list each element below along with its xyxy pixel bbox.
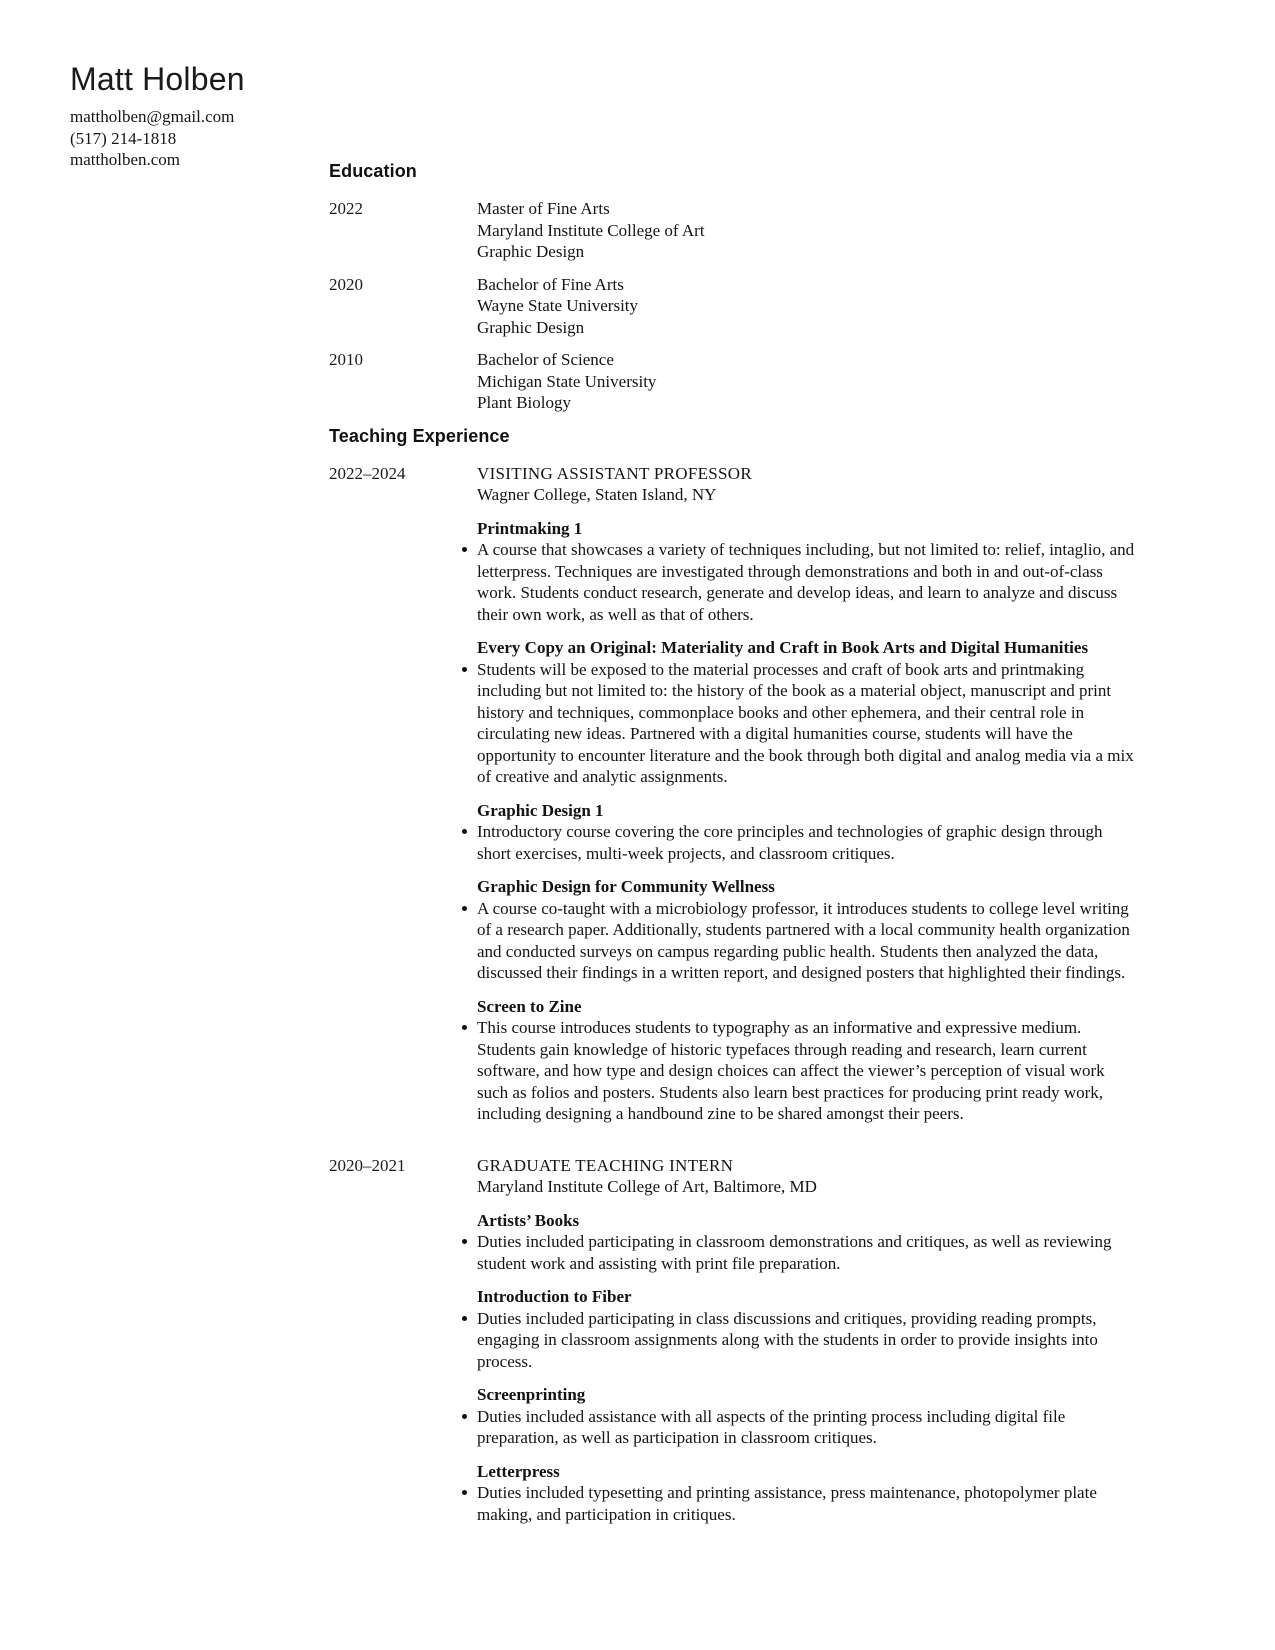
course-bullet: Students will be exposed to the material processes and craft of book arts and printmaking including but not limited to: the history of the book as a material object, manuscript and print history and techniques, commonplace books and other ephemera, and their central role in circulating new ideas. Partnered with a digital humanities course, students will have the opportunity to encounter literature and the book through both digital and analog media via a mix of creative and analytic assignments. [477, 659, 1137, 788]
course-bullet: Duties included participating in classroom demonstrations and critiques, as well as reviewing student work and assisting with print file preparation. [477, 1231, 1137, 1274]
experience-entry [329, 463, 1139, 1125]
course-title: Artists’ Books [477, 1210, 580, 1230]
person-name: Matt Holben [70, 61, 245, 97]
contact-email: mattholben@gmail.com [70, 107, 235, 126]
resume-header [70, 62, 245, 171]
degree-name: Bachelor of Fine Arts [477, 274, 624, 294]
education-entry [329, 349, 1139, 414]
course-bullet: Duties included typesetting and printing assistance, press maintenance, photopolymer plate making, and participation in critiques. [477, 1482, 1137, 1525]
course-block [477, 996, 1137, 1125]
experience-entry [329, 1155, 1139, 1526]
section-education [329, 160, 1139, 414]
course-block [477, 876, 1137, 984]
course-title: Graphic Design 1 [477, 800, 604, 820]
course-title: Graphic Design for Community Wellness [477, 877, 775, 896]
course-bullet-list [477, 1308, 1137, 1373]
course-block [477, 1384, 1137, 1449]
contact-block [70, 106, 245, 171]
education-section-title: Education [329, 161, 417, 181]
education-year: 2020 [329, 274, 363, 294]
course-block [477, 1286, 1137, 1372]
course-bullet: A course that showcases a variety of techniques including, but not limited to: relief, intaglio, and letterpress. Techniques are investigated through demonstrations and both in and out-of-class work. Students conduct research, generate and develop ideas, and learn to analyze and discuss their own work, as well as that of others. [477, 539, 1137, 625]
course-bullet: Duties included participating in class discussions and critiques, providing reading prompts, engaging in classroom assignments along with the students in order to provide insights into process. [477, 1308, 1137, 1373]
course-block [477, 1461, 1137, 1526]
experience-years: 2020–2021 [329, 1155, 406, 1175]
course-block [477, 518, 1137, 626]
organization: Maryland Institute College of Art, Baltimore, MD [477, 1177, 817, 1196]
education-year: 2022 [329, 199, 363, 218]
course-bullet: Introductory course covering the core principles and technologies of graphic design through short exercises, multi-week projects, and classroom critiques. [477, 821, 1137, 864]
education-entry [329, 274, 1139, 339]
course-bullet-list [477, 821, 1137, 864]
course-bullet-list [477, 539, 1137, 625]
education-year: 2010 [329, 350, 363, 369]
degree-name: Master of Fine Arts [477, 199, 610, 218]
contact-website: mattholben.com [70, 150, 181, 169]
course-title: Letterpress [477, 1461, 560, 1481]
course-block [477, 637, 1137, 788]
course-block [477, 1210, 1137, 1275]
resume-body [329, 160, 1139, 1555]
course-bullet-list [477, 1017, 1137, 1125]
field-of-study: Plant Biology [477, 393, 571, 412]
contact-phone: (517) 214-1818 [70, 128, 177, 148]
education-details [477, 198, 1137, 263]
course-bullet: A course co-taught with a microbiology professor, it introduces students to college level writing of a research paper. Additionally, students partnered with a local community health organization and conducted surveys on campus regarding public health. Students then analyzed the data, discussed their findings in a written report, and designed posters that highlighted their findings. [477, 898, 1137, 984]
experience-details [477, 463, 1137, 1125]
organization: Wagner College, Staten Island, NY [477, 485, 717, 504]
experience-years: 2022–2024 [329, 463, 406, 483]
course-title: Every Copy an Original: Materiality and Craft in Book Arts and Digital Humanities [477, 638, 1089, 657]
course-bullet-list [477, 1231, 1137, 1274]
field-of-study: Graphic Design [477, 242, 585, 261]
school-name: Maryland Institute College of Art [477, 220, 705, 240]
job-title: VISITING ASSISTANT PROFESSOR [477, 463, 753, 483]
course-bullet-list [477, 898, 1137, 984]
education-details [477, 349, 1137, 414]
course-title: Printmaking 1 [477, 518, 583, 538]
course-bullet: Duties included assistance with all aspects of the printing process including digital file preparation, as well as participation in classroom critiques. [477, 1406, 1137, 1449]
job-title: GRADUATE TEACHING INTERN [477, 1155, 734, 1175]
course-title: Introduction to Fiber [477, 1287, 632, 1306]
course-title: Screen to Zine [477, 996, 582, 1016]
course-bullet-list [477, 659, 1137, 788]
education-details [477, 274, 1137, 339]
course-bullet-list [477, 1406, 1137, 1449]
degree-name: Bachelor of Science [477, 350, 614, 369]
experience-details [477, 1155, 1137, 1526]
school-name: Michigan State University [477, 371, 657, 391]
section-teaching-experience [329, 425, 1139, 1526]
education-entry [329, 198, 1139, 263]
course-block [477, 800, 1137, 865]
course-bullet: This course introduces students to typography as an informative and expressive medium. Students gain knowledge of historic typefaces through reading and research, learn current software, and how type and design choices can affect the viewer’s perception of visual work such as folios and posters. Students also learn best practices for producing print ready work, including designing a handbound zine to be shared amongst their peers. [477, 1017, 1137, 1125]
course-title: Screenprinting [477, 1385, 586, 1404]
field-of-study: Graphic Design [477, 317, 585, 337]
school-name: Wayne State University [477, 296, 639, 315]
course-bullet-list [477, 1482, 1137, 1525]
experience-section-title: Teaching Experience [329, 425, 510, 446]
